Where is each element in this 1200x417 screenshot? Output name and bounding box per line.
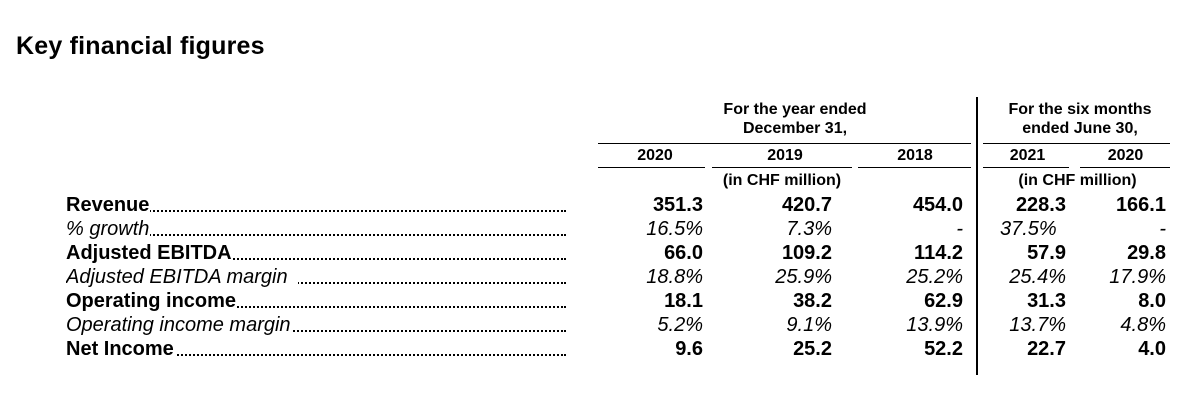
six-month-group-header-line2: ended June 30, [1022,120,1138,137]
table-cell: 454.0 [912,194,963,216]
table-cell: 62.9 [924,290,963,312]
table-cell: 18.1 [664,290,703,312]
six-month-group-rule [983,143,1170,144]
table-cell: 38.2 [793,290,832,312]
table-row-adjusted-ebitda [0,241,1200,265]
col-rule-2019-fy [712,167,852,168]
table-row-revenue [0,193,1200,217]
table-cell: 420.7 [781,194,832,216]
year-group-rule [598,143,971,144]
table-cell: 18.8% [646,266,703,288]
table-cell: 166.1 [1115,194,1166,216]
table-cell: - [956,218,963,240]
table-cell: 57.9 [1027,242,1066,264]
row-label: Adjusted EBITDA margin [66,266,298,288]
col-rule-2020-fy [598,167,705,168]
table-cell: 22.7 [1027,338,1066,360]
col-header-2020-h1: 2020 [1107,147,1144,164]
table-cell: 8.0 [1138,290,1166,312]
table-cell: 114.2 [914,242,963,264]
col-header-2020-fy: 2020 [637,147,673,164]
table-cell: 4.8% [1120,314,1166,336]
table-row-operating-income [0,289,1200,313]
table-cell: 228.3 [1015,194,1066,216]
table-cell: 37.5% [1000,218,1057,240]
six-month-group-header-line1: For the six months [1008,101,1152,118]
table-cell: 16.5% [646,218,703,240]
table-cell: 351.3 [652,194,703,216]
row-label: Operating income margin [66,314,291,336]
unit-label-annual: (in CHF million) [722,172,842,189]
table-row-ebitda-margin [0,265,1200,289]
table-row-net-income [0,337,1200,361]
table-cell: 13.9% [906,314,963,336]
table-cell: 4.0 [1138,338,1166,360]
table-cell: - [1159,218,1166,240]
table-cell: 25.9% [775,266,832,288]
table-cell: 25.2% [906,266,963,288]
unit-label-six-months: (in CHF million) [1018,172,1137,189]
table-cell: 66.0 [664,242,703,264]
page-title: Key financial figures [16,32,265,60]
table-row-operating-margin [0,313,1200,337]
row-label: Net Income [66,338,174,360]
six-month-group-header [985,100,1175,138]
table-cell: 109.2 [781,242,832,264]
table-cell: 29.8 [1127,242,1166,264]
table-cell: 9.1% [786,314,832,336]
table-row-growth [0,217,1200,241]
col-rule-2020-h1 [1080,167,1170,168]
row-label: % growth [66,218,150,240]
table-cell: 17.9% [1109,266,1166,288]
row-label: Adjusted EBITDA [66,242,232,264]
col-header-2021-h1: 2021 [1009,147,1046,164]
year-group-header-line2: December 31, [742,120,848,137]
table-cell: 9.6 [675,338,703,360]
table-cell: 7.3% [786,218,832,240]
table-cell: 5.2% [657,314,703,336]
col-header-2018-fy: 2018 [897,147,933,164]
row-label: Revenue [66,194,150,216]
row-label: Operating income [66,290,237,312]
table-cell: 25.4% [1009,266,1066,288]
table-cell: 52.2 [924,338,963,360]
table-cell: 25.2 [793,338,832,360]
col-rule-2018-fy [858,167,971,168]
table-cell: 31.3 [1027,290,1066,312]
table-cell: 13.7% [1009,314,1066,336]
year-group-header [700,100,890,138]
col-header-2019-fy: 2019 [767,147,803,164]
year-group-header-line1: For the year ended [723,101,867,118]
col-rule-2021-h1 [983,167,1069,168]
